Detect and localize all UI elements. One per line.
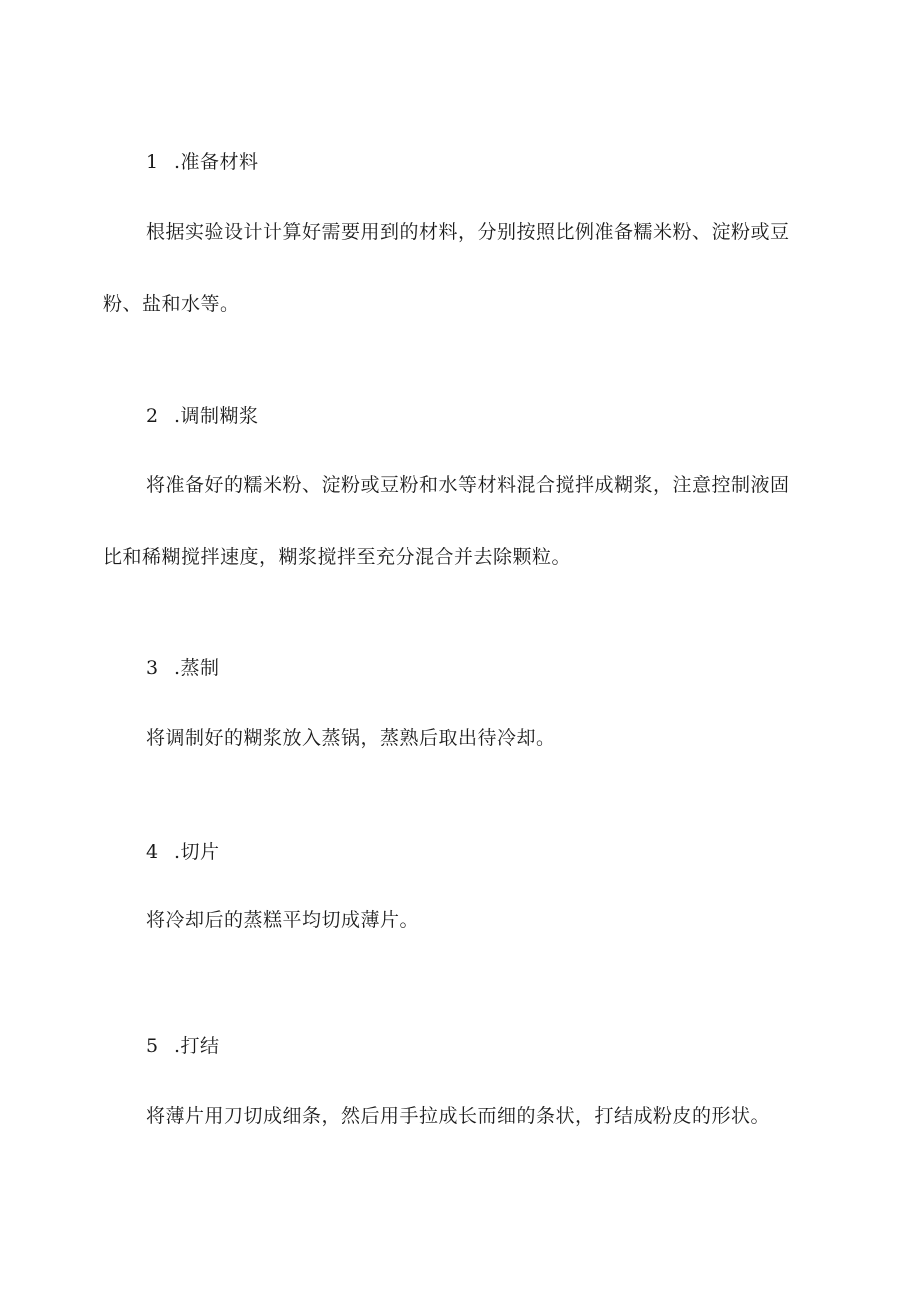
section-heading-4 xyxy=(146,840,220,864)
paragraph-line: 根据实验设计计算好需要用到的材料，分别按照比例准备糯米粉、淀粉或豆 xyxy=(146,221,790,243)
section-number: 5 xyxy=(146,1035,159,1057)
paragraph-line: 将准备好的糯米粉、淀粉或豆粉和水等材料混合搅拌成糊浆，注意控制液固 xyxy=(146,474,790,496)
section-title: .调制糊浆 xyxy=(174,405,259,427)
paragraph-line: 将调制好的糊浆放入蒸锅，蒸熟后取出待冷却。 xyxy=(146,727,556,749)
section-title: .准备材料 xyxy=(174,151,259,173)
paragraph-line: 将冷却后的蒸糕平均切成薄片。 xyxy=(146,909,420,931)
paragraph-line: 比和稀糊搅拌速度，糊浆搅拌至充分混合并去除颗粒。 xyxy=(103,546,572,568)
section-number: 1 xyxy=(146,151,159,173)
section-title: .打结 xyxy=(174,1035,220,1057)
section-number: 2 xyxy=(146,405,159,427)
section-number: 3 xyxy=(146,657,159,679)
paragraph-line: 粉、盐和水等。 xyxy=(103,293,240,315)
section-title: .切片 xyxy=(174,841,220,863)
section-number: 4 xyxy=(146,841,159,863)
section-heading-1 xyxy=(146,150,259,174)
section-heading-3 xyxy=(146,656,220,680)
section-title: .蒸制 xyxy=(174,657,220,679)
section-heading-2 xyxy=(146,404,259,428)
section-heading-5 xyxy=(146,1034,220,1058)
paragraph-line: 将薄片用刀切成细条，然后用手拉成长而细的条状，打结成粉皮的形状。 xyxy=(146,1105,771,1127)
